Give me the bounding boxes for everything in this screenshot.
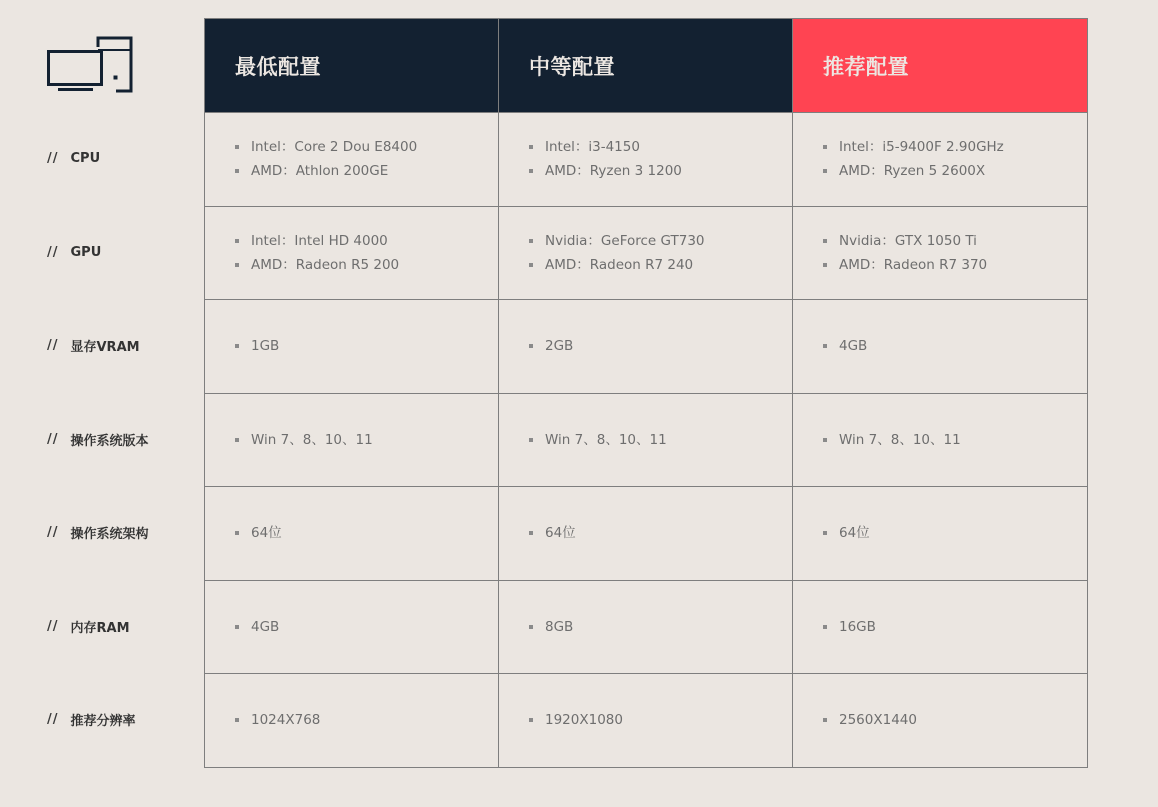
spec-cell-recommended (793, 674, 1088, 768)
spec-list (529, 135, 792, 183)
spec-list (235, 615, 498, 639)
spec-cell-medium (499, 580, 793, 674)
spec-item: Intel：i5-9400F 2.90GHz (823, 135, 1087, 159)
row-label-text: GPU (70, 244, 102, 260)
spec-list (529, 708, 792, 732)
table-body (205, 113, 1088, 768)
computer-tower-icon (46, 36, 134, 94)
spec-item: 64位 (823, 521, 1087, 545)
row-prefix: // (47, 525, 59, 541)
row-label-text: 显存VRAM (70, 340, 140, 356)
row-label-text: 内存RAM (70, 620, 130, 636)
row-prefix: // (47, 244, 59, 260)
table-row (205, 393, 1088, 487)
row-label (0, 206, 204, 300)
spec-cell-recommended (793, 300, 1088, 394)
row-label-text: CPU (70, 151, 101, 167)
spec-cell-medium (499, 487, 793, 581)
system-requirements-table (204, 18, 1088, 768)
spec-item: Nvidia：GTX 1050 Ti (823, 229, 1087, 253)
spec-cell-medium (499, 393, 793, 487)
spec-cell-minimum (205, 580, 499, 674)
spec-cell-recommended (793, 113, 1088, 207)
table-row (205, 487, 1088, 581)
spec-item: Intel：Core 2 Dou E8400 (235, 135, 498, 159)
spec-cell-minimum (205, 300, 499, 394)
column-header-medium: 中等配置 (499, 19, 793, 113)
spec-item: Intel：i3-4150 (529, 135, 792, 159)
row-label (0, 112, 204, 206)
row-labels-column (0, 112, 204, 767)
spec-item: Intel：Intel HD 4000 (235, 229, 498, 253)
spec-list (823, 615, 1087, 639)
spec-item: AMD：Radeon R7 240 (529, 253, 792, 277)
spec-list (823, 708, 1087, 732)
spec-list (529, 229, 792, 277)
spec-cell-recommended (793, 206, 1088, 300)
spec-cell-minimum (205, 206, 499, 300)
spec-item: 64位 (235, 521, 498, 545)
spec-cell-recommended (793, 487, 1088, 581)
spec-item: 4GB (823, 334, 1087, 358)
spec-cell-recommended (793, 393, 1088, 487)
table-row (205, 300, 1088, 394)
row-label-text: 操作系统架构 (70, 527, 149, 543)
spec-item: 16GB (823, 615, 1087, 639)
spec-list (823, 334, 1087, 358)
spec-item: 1GB (235, 334, 498, 358)
spec-list (823, 229, 1087, 277)
table-header-row (205, 19, 1088, 113)
spec-list (529, 428, 792, 452)
spec-list (235, 135, 498, 183)
spec-list (529, 521, 792, 545)
spec-item: Win 7、8、10、11 (235, 428, 498, 452)
spec-item: AMD：Radeon R5 200 (235, 253, 498, 277)
spec-item: 1024X768 (235, 708, 498, 732)
spec-item: AMD：Athlon 200GE (235, 159, 498, 183)
spec-cell-medium (499, 300, 793, 394)
row-prefix: // (47, 431, 59, 447)
spec-list (529, 334, 792, 358)
spec-item: Nvidia：GeForce GT730 (529, 229, 792, 253)
spec-cell-medium (499, 206, 793, 300)
row-label (0, 673, 204, 767)
spec-list (823, 428, 1087, 452)
row-prefix: // (47, 618, 59, 634)
row-label-text: 操作系统版本 (70, 433, 149, 449)
table-row (205, 580, 1088, 674)
spec-list (235, 229, 498, 277)
spec-list (235, 334, 498, 358)
table-row (205, 206, 1088, 300)
row-prefix: // (47, 338, 59, 354)
spec-item: 2560X1440 (823, 708, 1087, 732)
spec-list (823, 521, 1087, 545)
spec-item: Win 7、8、10、11 (823, 428, 1087, 452)
row-label-text: 推荐分辨率 (70, 714, 136, 730)
row-prefix: // (47, 712, 59, 728)
spec-list (823, 135, 1087, 183)
spec-list (235, 521, 498, 545)
spec-item: Win 7、8、10、11 (529, 428, 792, 452)
spec-item: AMD：Radeon R7 370 (823, 253, 1087, 277)
row-label (0, 393, 204, 487)
spec-cell-minimum (205, 113, 499, 207)
table-row (205, 674, 1088, 768)
spec-item: 2GB (529, 334, 792, 358)
row-label (0, 486, 204, 580)
spec-item: AMD：Ryzen 5 2600X (823, 159, 1087, 183)
spec-item: 1920X1080 (529, 708, 792, 732)
column-header-minimum: 最低配置 (205, 19, 499, 113)
column-header-recommended: 推荐配置 (793, 19, 1088, 113)
table-row (205, 113, 1088, 207)
spec-item: 8GB (529, 615, 792, 639)
spec-cell-medium (499, 113, 793, 207)
spec-list (235, 708, 498, 732)
spec-list (235, 428, 498, 452)
spec-cell-minimum (205, 674, 499, 768)
row-prefix: // (47, 151, 59, 167)
spec-item: 4GB (235, 615, 498, 639)
spec-item: 64位 (529, 521, 792, 545)
spec-cell-medium (499, 674, 793, 768)
spec-cell-recommended (793, 580, 1088, 674)
spec-list (529, 615, 792, 639)
spec-item: AMD：Ryzen 3 1200 (529, 159, 792, 183)
row-label (0, 299, 204, 393)
row-label (0, 580, 204, 674)
spec-cell-minimum (205, 487, 499, 581)
spec-cell-minimum (205, 393, 499, 487)
